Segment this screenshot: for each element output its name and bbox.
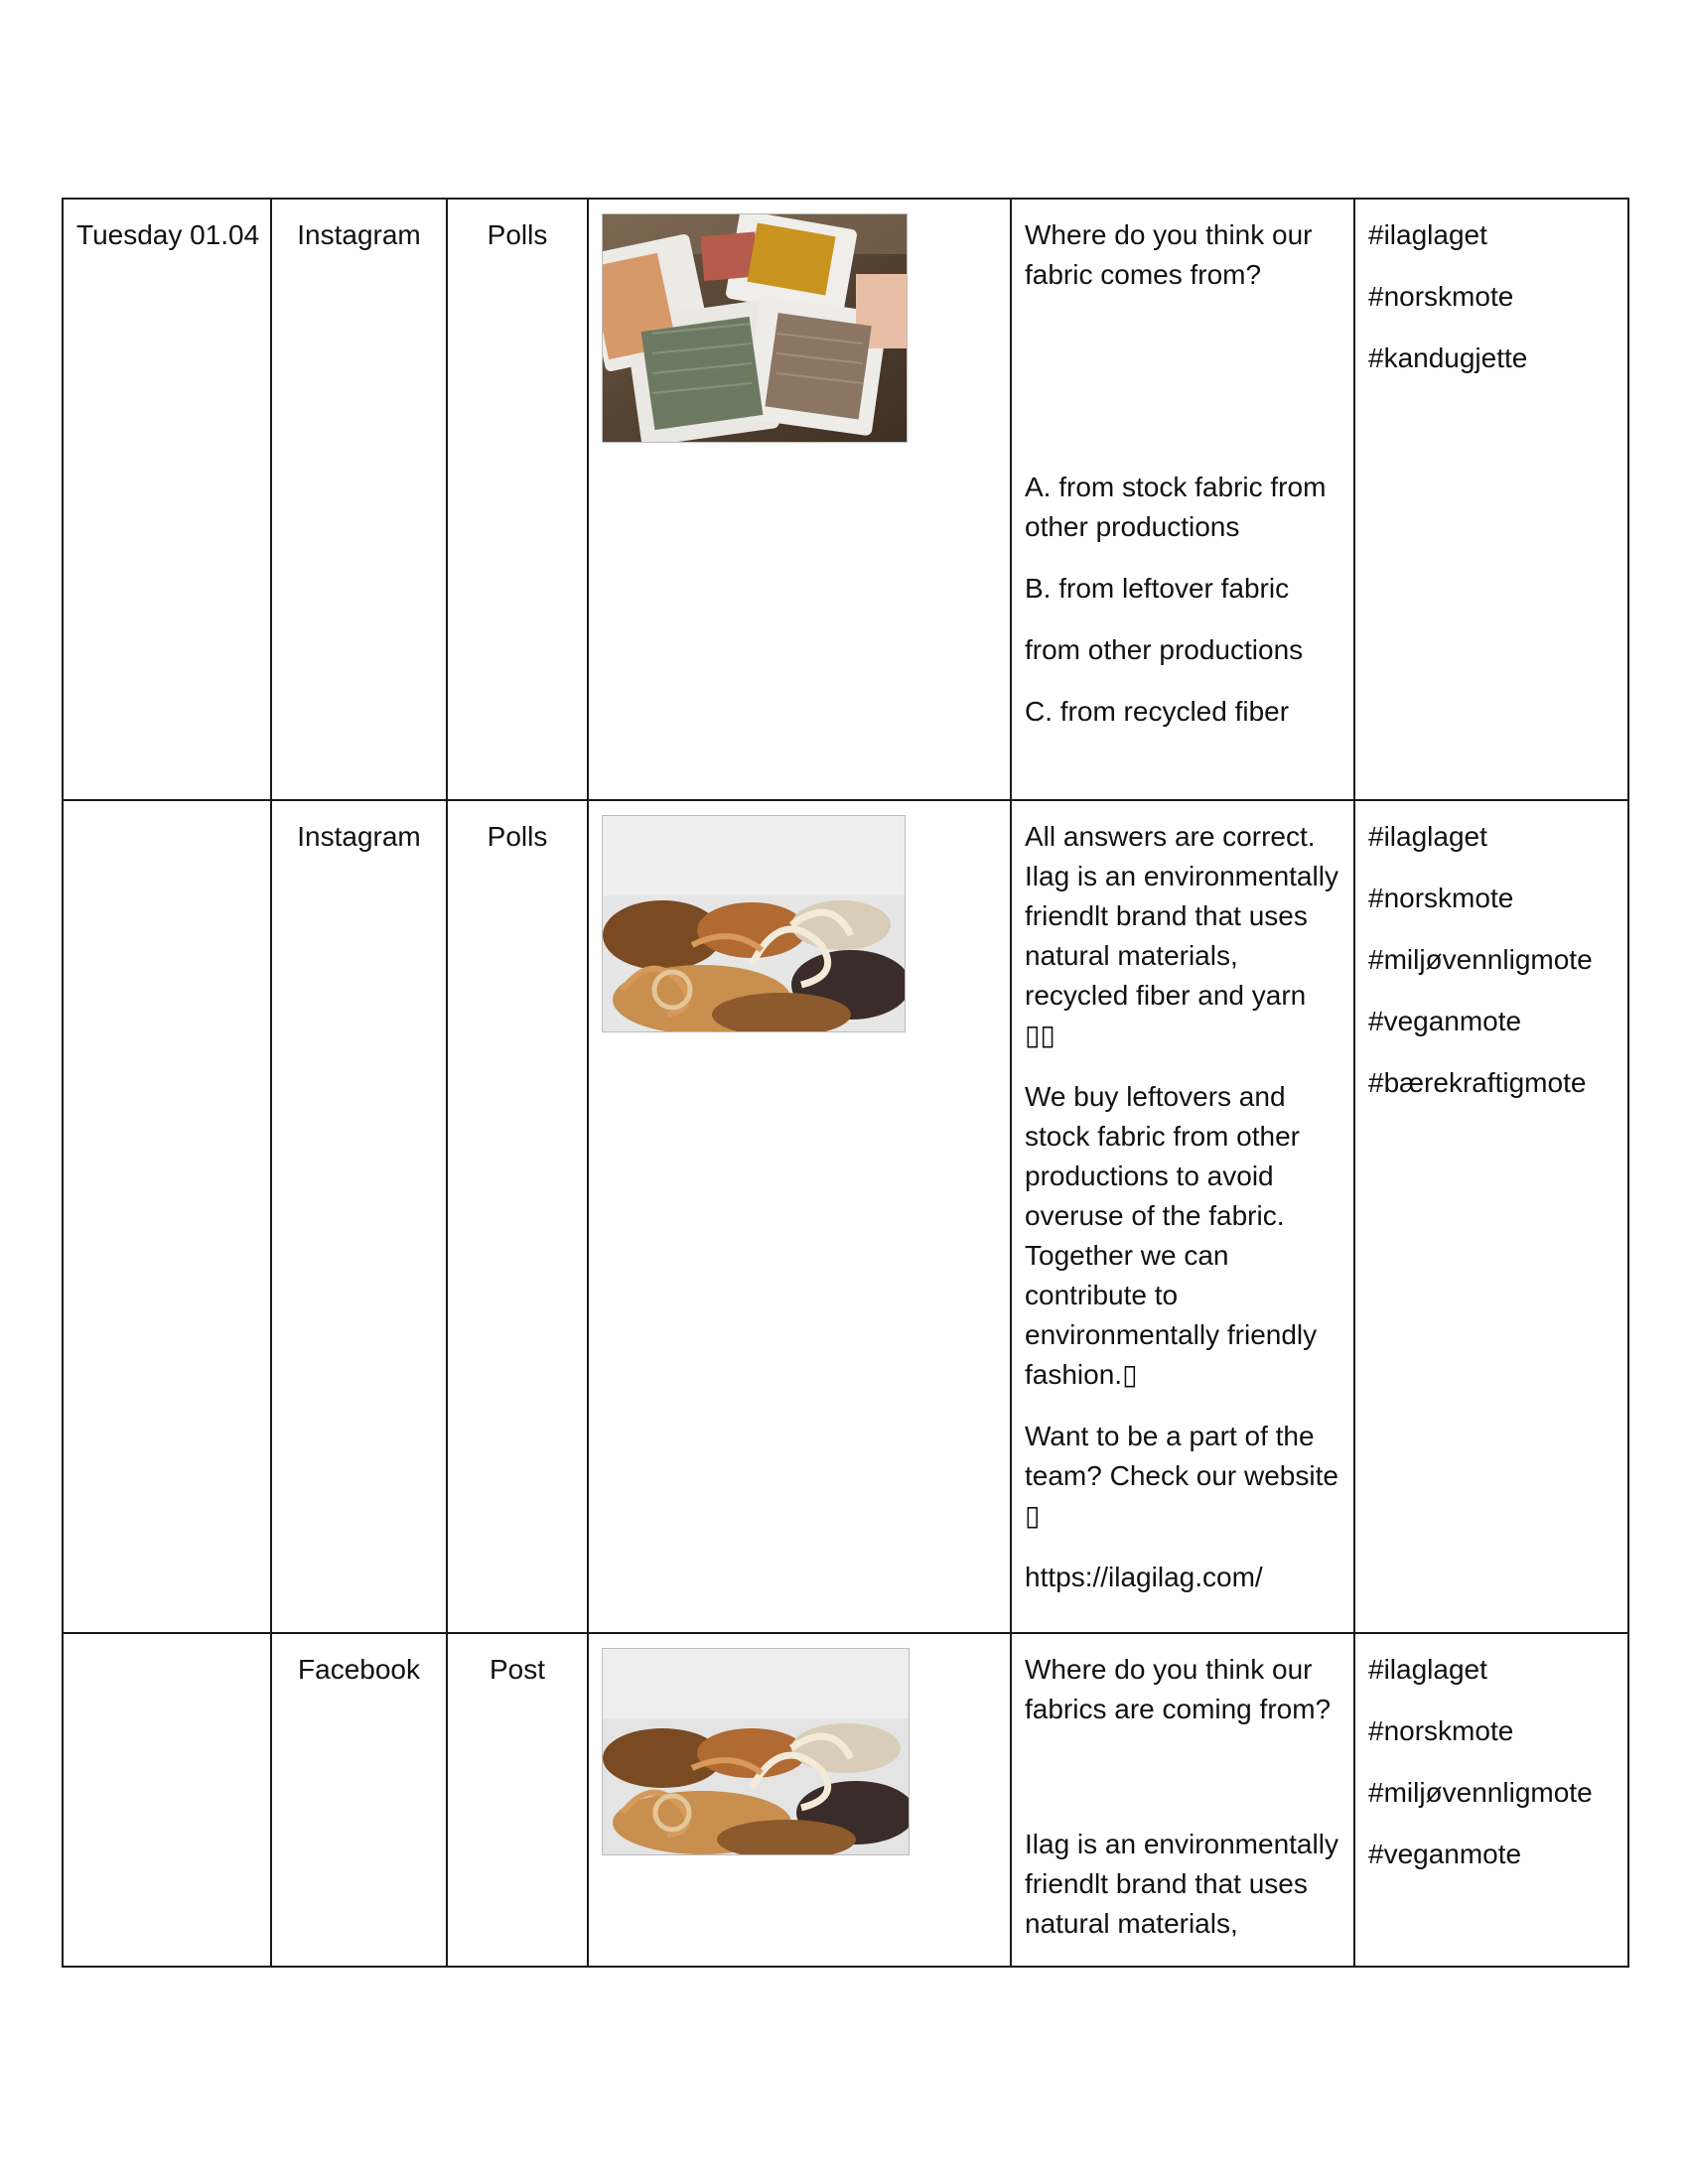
date-cell [63, 1633, 271, 1967]
hashtags-cell [1354, 1633, 1628, 1967]
post-text-cell [1011, 199, 1354, 800]
platform-label: Facebook [298, 1654, 420, 1685]
platform-cell [271, 1633, 447, 1967]
hashtag: #kandugjette [1368, 342, 1528, 373]
type-cell [447, 199, 588, 800]
emoji-placeholder: ▯▯ [1025, 1020, 1055, 1050]
hashtag: #veganmote [1368, 1006, 1522, 1036]
hashtags-cell [1354, 199, 1628, 800]
table-row [63, 1633, 1628, 1967]
date-cell [63, 199, 271, 800]
post-text-cell [1011, 1633, 1354, 1967]
thread-spools-photo [602, 213, 908, 443]
platform-label: Instagram [297, 219, 421, 250]
post-text-cell [1011, 800, 1354, 1633]
hashtag: #norskmote [1368, 883, 1514, 913]
option-b-cont-text: from other productions [1025, 634, 1304, 665]
question-text: Where do you think our fabrics are coming from? [1025, 1654, 1332, 1724]
question-text: Where do you think our fabric comes from? [1025, 219, 1313, 290]
date-cell [63, 800, 271, 1633]
hashtag: #ilaglaget [1368, 1654, 1487, 1685]
image-cell [588, 199, 1011, 800]
yarn-pile-photo [602, 815, 906, 1032]
paragraph-text: We buy leftovers and stock fabric from other productions to avoid overuse of the fabric. Together we can contribute to environmentally friendly fashion.▯ [1025, 1081, 1318, 1390]
content-plan-table [62, 198, 1629, 1968]
body-text: Ilag is an environmentally friendlt brand that uses natural materials, [1025, 1829, 1338, 1939]
paragraph-text: All answers are correct. Ilag is an environmentally friendlt brand that uses natural materials, recycled fiber and yarn [1025, 821, 1338, 1011]
hashtag: #miljøvennligmote [1368, 1777, 1593, 1808]
type-label: Polls [487, 821, 548, 852]
hashtag: #veganmote [1368, 1839, 1522, 1869]
type-label: Post [489, 1654, 546, 1685]
image-cell [588, 800, 1011, 1633]
type-label: Polls [487, 219, 548, 250]
hashtag: #ilaglaget [1368, 219, 1487, 250]
date-label: Tuesday 01.04 [76, 219, 260, 250]
platform-cell [271, 199, 447, 800]
type-cell [447, 800, 588, 1633]
hashtag: #norskmote [1368, 281, 1514, 312]
hashtag: #bærekraftigmote [1368, 1067, 1587, 1098]
option-b-text: B. from leftover fabric [1025, 573, 1290, 604]
platform-label: Instagram [297, 821, 421, 852]
hashtag: #norskmote [1368, 1715, 1514, 1746]
type-cell [447, 1633, 588, 1967]
paragraph-text: Want to be a part of the team? Check our website [1025, 1421, 1338, 1491]
option-c-text: C. from recycled fiber [1025, 696, 1290, 727]
table-row [63, 199, 1628, 800]
image-cell [588, 1633, 1011, 1967]
option-a-text: A. from stock fabric from other productions [1025, 472, 1327, 542]
table-row [63, 800, 1628, 1633]
hashtags-cell [1354, 800, 1628, 1633]
platform-cell [271, 800, 447, 1633]
hashtag: #miljøvennligmote [1368, 944, 1593, 975]
yarn-pile-photo [602, 1648, 910, 1855]
website-link[interactable]: https://ilagilag.com/ [1025, 1562, 1263, 1592]
hashtag: #ilaglaget [1368, 821, 1487, 852]
emoji-placeholder: ▯ [1025, 1500, 1041, 1531]
